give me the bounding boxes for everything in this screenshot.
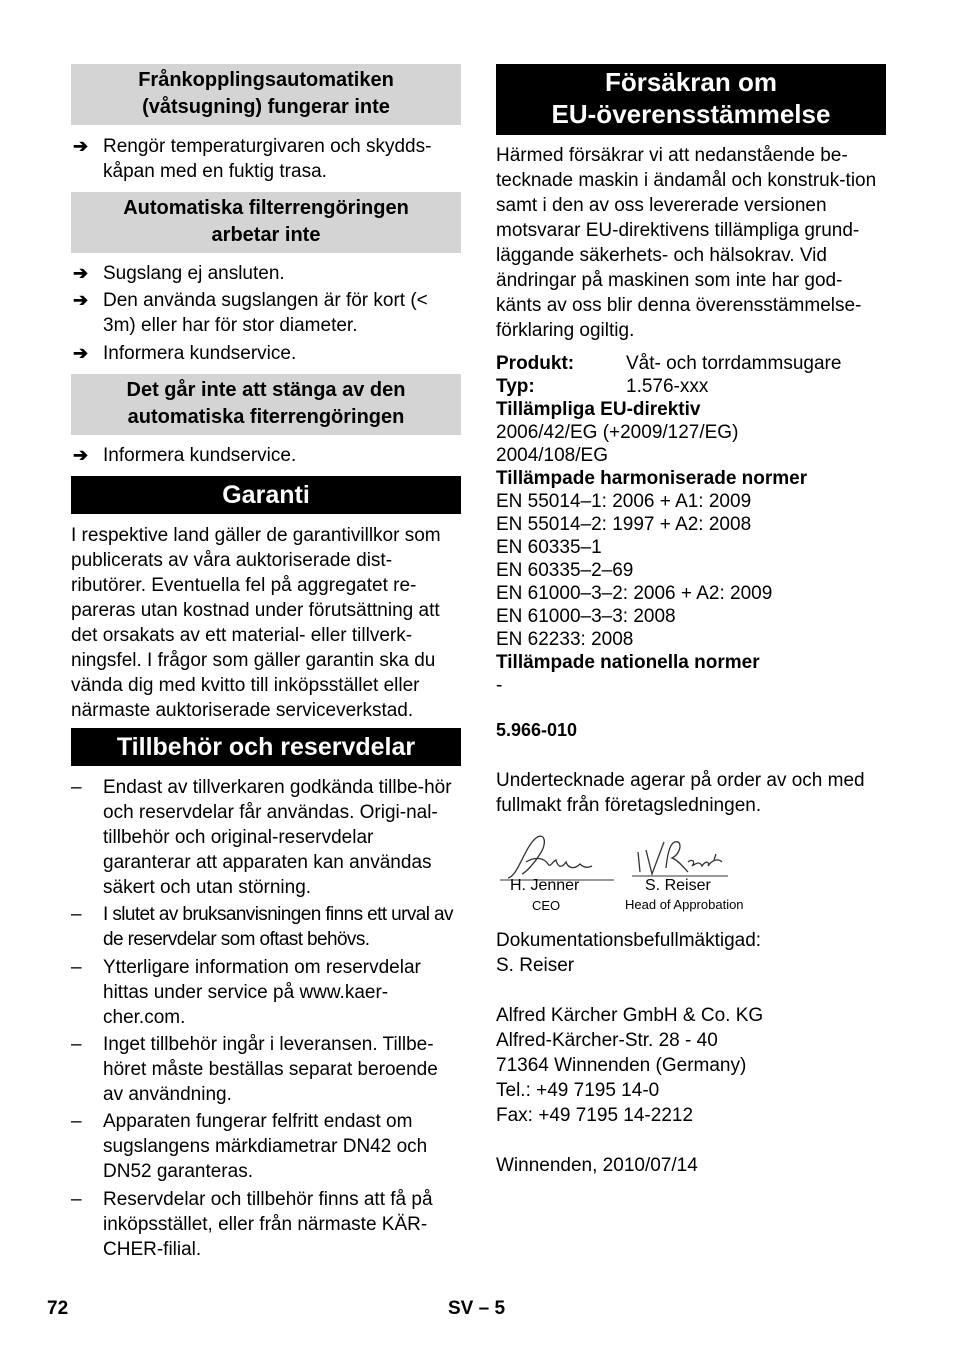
address-line: Alfred Kärcher GmbH & Co. KG bbox=[496, 1005, 764, 1026]
list-item-text: I slutet av bruksanvisningen finns ett urval av de reservdelar som oftast behövs. bbox=[103, 904, 453, 950]
dash-bullet: – bbox=[71, 1189, 82, 1210]
type-label: Typ: bbox=[496, 376, 535, 397]
arrow-right-icon: ➔ bbox=[73, 343, 89, 363]
signer-name: S. Reiser bbox=[645, 877, 711, 894]
heading-line: (våtsugning) fungerar inte bbox=[142, 96, 390, 118]
heading-line: Frånkopplingsautomatiken bbox=[138, 69, 394, 91]
national-value: - bbox=[496, 675, 503, 696]
product-value: Våt- och torrdammsugare bbox=[626, 353, 842, 374]
standard-item: EN 55014–2: 1997 + A2: 2008 bbox=[496, 514, 752, 535]
arrow-right-icon: ➔ bbox=[73, 445, 89, 465]
signature-reiser bbox=[638, 842, 722, 874]
place-date: Winnenden, 2010/07/14 bbox=[496, 1155, 698, 1176]
heading-line: Försäkran om bbox=[605, 67, 777, 97]
signature-jenner bbox=[508, 836, 592, 878]
company-address bbox=[496, 1003, 886, 1128]
heading-line: arbetar inte bbox=[211, 224, 321, 246]
dash-bullet: – bbox=[71, 1034, 82, 1055]
list-item-text: Endast av tillverkaren godkända tillbe-hör och reservdelar får användas. Origi-nal-tillbehör och original-reservdelar garanterar att apparaten kan användas säkert och utan störning. bbox=[103, 777, 452, 898]
type-row bbox=[496, 375, 886, 398]
national-heading: Tillämpade nationella normer bbox=[496, 652, 760, 673]
standard-item: EN 61000–3–2: 2006 + A2: 2009 bbox=[496, 583, 773, 604]
heading-line: Automatiska filterrengöringen bbox=[123, 197, 409, 219]
arrow-right-icon: ➔ bbox=[73, 136, 89, 156]
heading-disconnect-automatic bbox=[71, 64, 461, 125]
signatory-statement bbox=[496, 768, 886, 818]
document-number: 5.966-010 bbox=[496, 720, 578, 740]
section-page-code: SV – 5 bbox=[448, 1298, 506, 1319]
heading-line: EU-överensstämmelse bbox=[551, 99, 831, 129]
list-item-text: Informera kundservice. bbox=[103, 343, 297, 364]
arrow-right-icon: ➔ bbox=[73, 290, 89, 310]
type-value: 1.576-xxx bbox=[626, 376, 709, 397]
arrow-right-icon: ➔ bbox=[73, 263, 89, 283]
address-line: Tel.: +49 7195 14-0 bbox=[496, 1080, 660, 1101]
address-line: 71364 Winnenden (Germany) bbox=[496, 1055, 747, 1076]
heading-cannot-stop-cleaning bbox=[71, 374, 461, 435]
list-item-text: Reservdelar och tillbehör finns att få på inköpsstället, eller från närmaste KÄR-CHER-filial. bbox=[103, 1189, 433, 1260]
heading-filter-cleaning bbox=[71, 192, 461, 253]
dash-bullet: – bbox=[71, 957, 82, 978]
garanti-text bbox=[71, 523, 461, 723]
product-label: Produkt: bbox=[496, 353, 575, 374]
heading-eu-declaration bbox=[496, 64, 886, 135]
list-item-text: Den använda sugslangen är för kort (< 3m) eller har för stor diameter. bbox=[103, 290, 428, 336]
dash-bullet: – bbox=[71, 904, 81, 925]
declaration-specs bbox=[496, 352, 886, 697]
dash-bullet: – bbox=[71, 1111, 82, 1132]
documentation-authority bbox=[496, 928, 886, 978]
standard-item: EN 62233: 2008 bbox=[496, 629, 634, 650]
standard-item: EN 60335–1 bbox=[496, 537, 602, 558]
heading-accessories: Tillbehör och reservdelar bbox=[71, 728, 461, 766]
signer-role: Head of Approbation bbox=[625, 897, 744, 912]
heading-line: automatiska fiterrengöringen bbox=[127, 406, 405, 428]
list-item-text: Inget tillbehör ingår i leveransen. Tillbe-höret måste beställas separat beroende av användning. bbox=[103, 1034, 438, 1105]
list-item-text: Apparaten fungerar felfritt endast om sugslangens märkdiametrar DN42 och DN52 garanteras. bbox=[103, 1111, 428, 1182]
address-line: Alfred-Kärcher-Str. 28 - 40 bbox=[496, 1030, 718, 1051]
standard-item: EN 55014–1: 2006 + A1: 2009 bbox=[496, 491, 752, 512]
directive-item: 2004/108/EG bbox=[496, 445, 608, 466]
heading-garanti: Garanti bbox=[71, 476, 461, 514]
signer-role: CEO bbox=[532, 898, 561, 913]
address-line: Fax: +49 7195 14-2212 bbox=[496, 1105, 694, 1126]
directive-item: 2006/42/EG (+2009/127/EG) bbox=[496, 422, 739, 443]
list-item-text: Sugslang ej ansluten. bbox=[103, 263, 285, 284]
standard-item: EN 61000–3–3: 2008 bbox=[496, 606, 676, 627]
harmonised-heading: Tillämpade harmoniserade normer bbox=[496, 468, 808, 489]
paragraph: Härmed försäkrar vi att nedanstående be-tecknade maskin i ändamål och konstruk-tion samt i den av oss levererade versionen motsvarar EU-direktivens tillämpliga grund-läggande säkerhets- och hälsokrav. Vid ändringar på maskinen som inte har god-känts av oss blir denna överensstämmelse-förklaring ogiltig. bbox=[496, 145, 877, 341]
page-number: 72 bbox=[47, 1298, 69, 1319]
list-item-text: Ytterligare information om reservdelar hittas under service på www.kaer-cher.com. bbox=[103, 957, 421, 1028]
paragraph: I respektive land gäller de garantivillkor som publicerats av våra auktoriserade dist-ributörer. Eventuella fel på aggregatet re-pareras utan kostnad under förutsättning att det orsakats av ett material- eller tillverk-ningsfel. I frågor som gäller garantin ska du vända dig med kvitto till inköpsstället eller närmaste auktoriserade serviceverkstad. bbox=[71, 525, 441, 721]
list-item-text: Informera kundservice. bbox=[103, 445, 297, 466]
signer-name: H. Jenner bbox=[510, 877, 580, 894]
declaration-intro bbox=[496, 143, 886, 343]
signature-block bbox=[496, 828, 886, 918]
dash-bullet: – bbox=[71, 777, 82, 798]
heading-line: Det går inte att stänga av den bbox=[126, 379, 406, 401]
paragraph: Undertecknade agerar på order av och med fullmakt från företagsledningen. bbox=[496, 770, 865, 816]
list-item-text: Rengör temperaturgivaren och skydds-kåpan med en fuktig trasa. bbox=[103, 136, 432, 182]
doc-authority-name: S. Reiser bbox=[496, 955, 575, 976]
standard-item: EN 60335–2–69 bbox=[496, 560, 634, 581]
directives-heading: Tillämpliga EU-direktiv bbox=[496, 399, 701, 420]
product-row bbox=[496, 352, 886, 375]
doc-authority-label: Dokumentationsbefullmäktigad: bbox=[496, 930, 762, 951]
